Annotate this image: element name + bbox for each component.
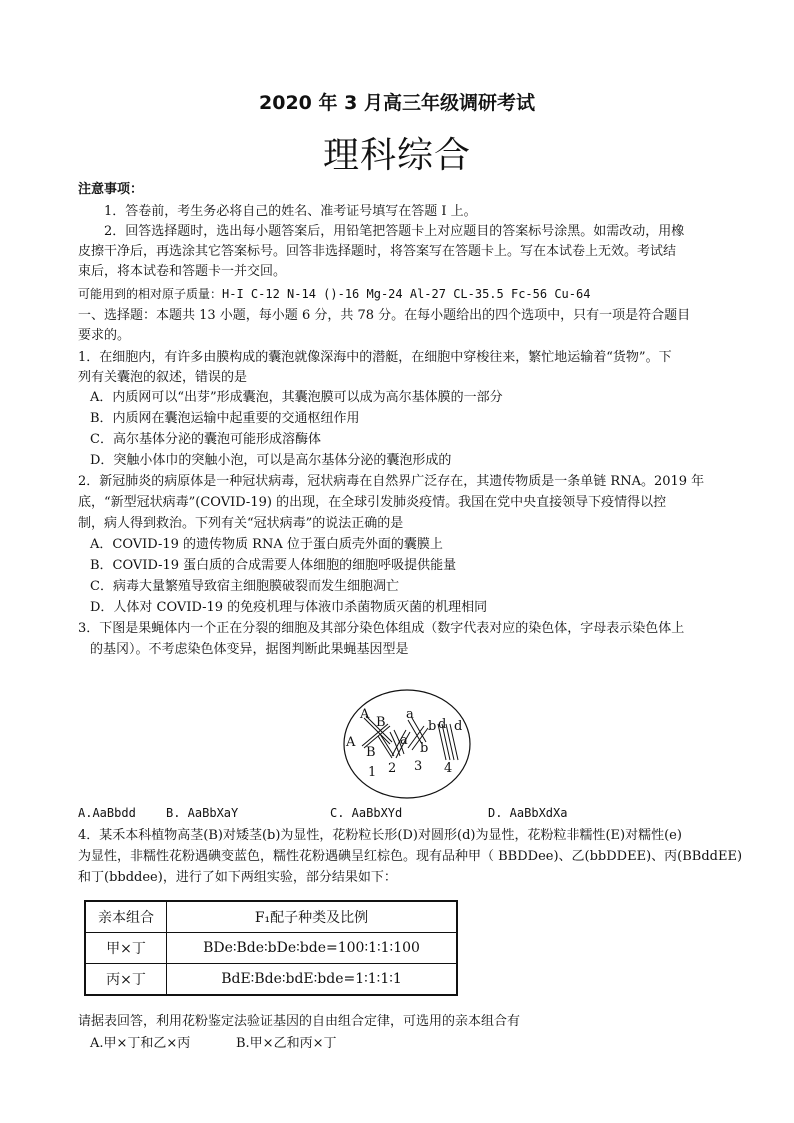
chromosome-number-4: 4	[444, 761, 453, 776]
gene-label-a-2: a	[400, 733, 408, 748]
q2-stem-line-2: 底，“新型冠状病毒”(COVID-19) 的出现，在全球引发肺炎疫情。我国在党中央直接领导下疫情得以控	[78, 495, 667, 510]
q3-option-a: A.AaBbdd	[78, 806, 136, 820]
notice-heading: 注意事项：	[78, 182, 144, 197]
q4-stem-line-3: 和丁(bbddee)，进行了如下两组实验，部分结果如下：	[78, 870, 397, 885]
q3-option-c: C. AaBbXYd	[330, 806, 403, 820]
cell-division-diagram	[342, 688, 472, 800]
gene-label-d-2: d	[454, 719, 463, 734]
q3-stem-line-1: 3．下图是果蝇体内一个正在分裂的细胞及其部分染色体组成（数字代表对应的染色体，字母表示染色体上	[78, 621, 685, 636]
gene-label-b-1: b	[428, 719, 437, 734]
experiment-table	[84, 900, 458, 996]
table-header-cross: 亲本组合	[85, 901, 167, 933]
q1-option-b: B．内质网在囊泡运输中起重要的交通枢纽作用	[90, 411, 360, 426]
q1-option-d: D．突触小体巾的突触小泡，可以是高尔基体分泌的囊泡形成的	[90, 453, 452, 468]
q1-option-c: C．高尔基体分泌的囊泡可能形成溶酶体	[90, 432, 321, 447]
subject-title: 理科综合	[322, 135, 471, 176]
notice-item-2-line-2: 皮擦干净后，再选涂其它答案标号。回答非选择题时，将答案写在答题卡上。写在本试卷上无效。考试结	[78, 244, 677, 259]
gene-label-A-1: A	[360, 707, 370, 722]
gene-label-A-2: A	[346, 735, 356, 750]
table-row	[85, 933, 457, 964]
q3-option-d: D. AaBbXdXa	[488, 806, 568, 820]
table-cell-ratio: BdE∶Bde∶bdE∶bde=1∶1∶1∶1	[167, 964, 458, 996]
notice-item-1: 1．答卷前，考生务必将自己的姓名、准考证号填写在答题 I 上。	[104, 204, 477, 219]
q2-option-b: B．COVID-19 蛋白质的合成需要人体细胞的细胞呼吸提供能量	[90, 558, 457, 573]
section-1-line-2: 要求的。	[78, 328, 131, 343]
gene-label-B-2: B	[366, 745, 376, 760]
section-1-line-1: 一、选择题：本题共 13 小题，每小题 6 分，共 78 分。在每小题给出的四个选项中，只有一项是符合题目	[78, 308, 691, 323]
table-cell-cross: 丙×丁	[85, 964, 167, 996]
gene-label-B-1: B	[376, 715, 386, 730]
q4-option-b: B.甲×乙和丙×丁	[236, 1036, 337, 1051]
chromosome-number-1: 1	[368, 765, 377, 780]
q2-stem-line-1: 2．新冠肺炎的病原体是一种冠状病毒，冠状病毒在自然界广泛存在，其遗传物质是一条单链 RNA。2019 年	[78, 474, 705, 489]
chromosome-number-3: 3	[414, 759, 423, 774]
gene-label-a-1: a	[406, 707, 414, 722]
gene-label-d-1: d	[438, 717, 447, 732]
notice-item-2-line-3: 束后，将本试卷和答题卡一并交回。	[78, 264, 287, 279]
table-row	[85, 964, 457, 996]
table-header-row	[85, 901, 457, 933]
q2-option-d: D．人体对 COVID-19 的免疫机理与体液巾杀菌物质灭菌的机理相同	[90, 600, 488, 615]
q4-option-a: A.甲×丁和乙×丙	[90, 1036, 191, 1051]
atomic-masses: 可能用到的相对原子质量：H-I C-12 N-14 ()-16 Mg-24 Al-27 CL-35.5 Fc-56 Cu-64	[78, 287, 591, 301]
gene-label-b-2: b	[420, 741, 429, 756]
q4-stem-line-1: 4．某禾本科植物高茎(B)对矮茎(b)为显性，花粉粒长形(D)对圆形(d)为显性，花粉粒非糯性(E)对糯性(e)	[78, 828, 682, 843]
q1-stem-line-1: 1．在细胞内，有许多由膜构成的囊泡就像深海中的潜艇，在细胞中穿梭往来，繁忙地运输着“货物”。下	[78, 350, 672, 365]
notice-item-2-line-1: 2．回答选择题时，选出每小题答案后，用铅笔把答题卡上对应题目的答案标号涂黑。如需改动，用橡	[104, 224, 685, 239]
q3-stem-line-2: 的基冈）。不考虑染色体变异，据图判断此果蝇基因型是	[90, 642, 409, 657]
table-cell-ratio: BDe∶Bde∶bDe∶bde=100∶1∶1∶100	[167, 933, 458, 964]
exam-title: 2020 年 3 月高三年级调研考试	[259, 92, 535, 114]
table-header-gametes: F₁配子种类及比例	[167, 901, 458, 933]
q2-option-c: C．病毒大量繁殖导致宿主细胞膜破裂而发生细胞凋亡	[90, 579, 399, 594]
q1-stem-line-2: 列有关囊泡的叙述，错误的是	[78, 370, 248, 385]
chromosome-number-2: 2	[388, 761, 397, 776]
q3-option-b: B. AaBbXaY	[166, 806, 239, 820]
q2-option-a: A．COVID-19 的遗传物质 RNA 位于蛋白质壳外面的囊膜上	[90, 537, 443, 552]
table-cell-cross: 甲×丁	[85, 933, 167, 964]
q1-option-a: A．内质网可以“出芽”形成囊泡，其囊泡膜可以成为高尔基体膜的一部分	[90, 390, 503, 405]
q4-question: 请据表回答，利用花粉鉴定法验证基因的自由组合定律，可选用的亲本组合有	[78, 1014, 521, 1029]
q2-stem-line-3: 制，病人得到救治。下列有关“冠状病毒”的说法正确的是	[78, 516, 404, 531]
q4-stem-line-2: 为显性，非糯性花粉遇碘变蓝色，糯性花粉遇碘呈红棕色。现有品种甲（ BBDDee)、乙(bbDDEE)、丙(BBddEE)	[78, 849, 743, 864]
